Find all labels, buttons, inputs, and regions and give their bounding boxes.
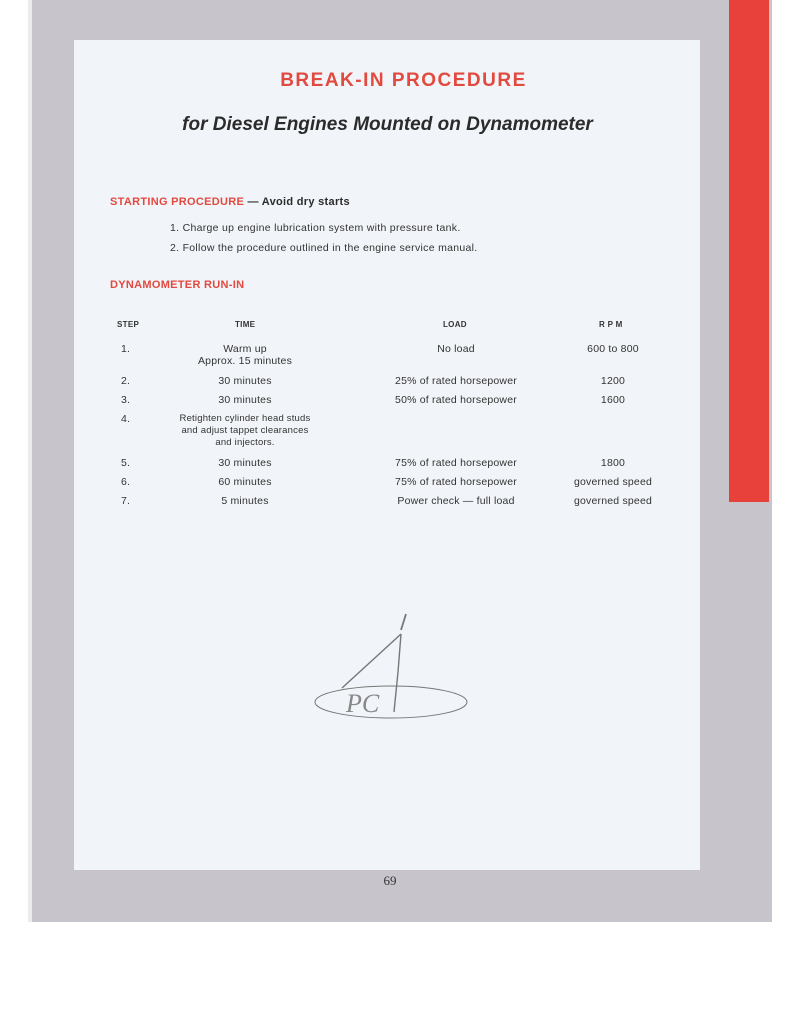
step-cell: 1. <box>121 343 131 355</box>
col-header-load: LOAD <box>443 320 467 329</box>
page-sheet <box>74 40 700 870</box>
step-cell: 3. <box>121 394 131 406</box>
svg-text:PC: PC <box>346 689 380 718</box>
time-cell: 30 minutes <box>218 394 272 406</box>
step-cell: 4. <box>121 413 131 425</box>
rpm-cell: 1200 <box>600 375 626 387</box>
apc-logo-icon <box>312 612 472 722</box>
starting-heading-note: — Avoid dry starts <box>247 196 350 208</box>
runin-heading: DYNAMOMETER RUN-IN <box>110 279 245 291</box>
starting-procedure-heading <box>110 196 350 208</box>
page-subtitle: for Diesel Engines Mounted on Dynamometer <box>182 114 593 135</box>
starting-steps-list <box>170 222 478 262</box>
starting-heading-label: STARTING PROCEDURE <box>110 196 245 208</box>
col-header-rpm: R P M <box>599 320 623 329</box>
time-cell: Warm up Approx. 15 minutes <box>197 343 293 367</box>
rpm-cell: 600 to 800 <box>587 343 639 355</box>
page-title: BREAK-IN PROCEDURE <box>280 70 527 91</box>
time-cell: 30 minutes <box>218 375 272 387</box>
list-item: 1. Charge up engine lubrication system with pressure tank. <box>170 222 461 234</box>
col-header-step: STEP <box>117 320 140 329</box>
rpm-cell: 1800 <box>600 457 626 469</box>
step-cell: 6. <box>121 476 131 488</box>
time-cell: Retighten cylinder head studs and adjust tappet clearances and injectors. <box>179 413 311 448</box>
page-number: 69 <box>383 873 397 888</box>
rpm-cell: governed speed <box>573 495 653 507</box>
load-cell: No load <box>437 343 475 355</box>
list-item: 2. Follow the procedure outlined in the engine service manual. <box>170 242 478 254</box>
step-cell: 7. <box>121 495 131 507</box>
load-cell: Power check — full load <box>397 495 515 507</box>
load-cell: 75% of rated horsepower <box>395 457 517 469</box>
step-cell: 5. <box>121 457 131 469</box>
load-cell: 50% of rated horsepower <box>395 394 517 406</box>
load-cell: 25% of rated horsepower <box>395 375 517 387</box>
rpm-cell: governed speed <box>573 476 653 488</box>
time-cell: 30 minutes <box>218 457 272 469</box>
step-cell: 2. <box>121 375 131 387</box>
time-cell: 5 minutes <box>221 495 269 507</box>
col-header-time: TIME <box>235 320 256 329</box>
load-cell: 75% of rated horsepower <box>395 476 517 488</box>
time-cell: 60 minutes <box>218 476 272 488</box>
rpm-cell: 1600 <box>600 394 626 406</box>
